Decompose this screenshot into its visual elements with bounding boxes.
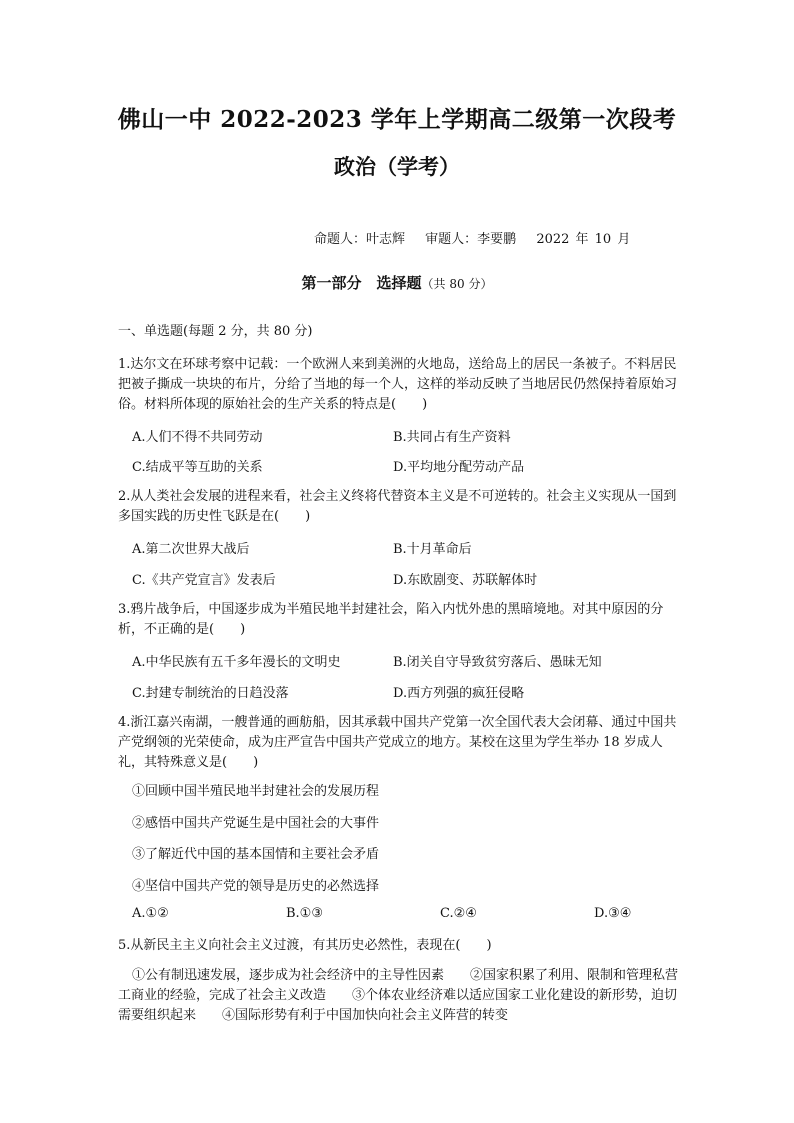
q2-option-b: B.十月革命后 [393, 542, 472, 557]
q4-option-b: B.①③ [286, 906, 323, 921]
exam-subtitle: 政治（学考） [334, 154, 460, 179]
q2-option-c: C.《共产党宣言》发表后 [132, 573, 276, 588]
q3-option-b: B.闭关自守导致贫穷落后、愚昧无知 [393, 655, 602, 670]
author: 命题人：叶志辉 [314, 232, 406, 247]
part-note: （共 80 分） [421, 277, 493, 291]
q2-option-d: D.东欧剧变、苏联解体时 [393, 573, 538, 588]
part-label: 第一部分 选择题 [301, 274, 422, 292]
part-heading [0, 272, 794, 293]
q2-option-a: A.第二次世界大战后 [132, 542, 250, 557]
q3-option-d: D.西方列强的疯狂侵略 [393, 686, 525, 701]
q4-item-3: ③了解近代中国的基本国情和主要社会矛盾 [132, 847, 380, 862]
reviewer: 审题人：李要鹏 [425, 232, 517, 247]
q4-option-c: C.②④ [440, 906, 477, 921]
question-1-stem: 1.达尔文在环球考察中记载：一个欧洲人来到美洲的火地岛，送给岛上的居民一条被子。不料居民把被子撕成一块块的布片，分给了当地的每一个人，这样的举动反映了当地居民仍然保持着原始习俗。材料所体现的原始社会的生产关系的特点是( ) [118, 357, 678, 412]
section-heading: 一、单选题(每题 2 分，共 80 分) [118, 324, 313, 339]
question-2-stem: 2.从人类社会发展的进程来看，社会主义终将代替资本主义是不可逆转的。社会主义实现从一国到多国实践的历史性飞跃是在( ) [118, 489, 677, 524]
q3-option-a: A.中华民族有五千多年漫长的文明史 [132, 655, 341, 670]
exam-date: 2022 年 10 月 [536, 232, 631, 247]
question-3-stem: 3.鸦片战争后，中国逐步成为半殖民地半封建社会，陷入内忧外患的黑暗境地。对其中原因的分析，不正确的是( ) [118, 602, 664, 637]
q3-option-c: C.封建专制统治的日趋没落 [132, 686, 289, 701]
q4-item-2: ②感悟中国共产党诞生是中国社会的大事件 [132, 816, 380, 831]
q4-option-a: A.①② [132, 906, 169, 921]
exam-credits [314, 228, 644, 247]
exam-title: 佛山一中 2022-2023 学年上学期高二级第一次段考 [117, 106, 677, 133]
q1-option-d: D.平均地分配劳动产品 [393, 460, 525, 475]
question-5-stem: 5.从新民主主义向社会主义过渡，有其历史必然性，表现在( ) [118, 938, 492, 953]
question-4-stem: 4.浙江嘉兴南湖，一艘普通的画舫船，因其承载中国共产党第一次全国代表大会闭幕、通过中国共产党纲领的光荣使命，成为庄严宣告中国共产党成立的地方。某校在这里为学生举办 18 岁成人礼，其特殊意义是( ) [118, 715, 677, 770]
q5-items: ①公有制迅速发展，逐步成为社会经济中的主导性因素 ②国家积累了利用、限制和管理私营工商业的经验，完成了社会主义改造 ③个体农业经济难以适应国家工业化建设的新形势，迫切需要组织起来 ④国际形势有利于中国加快向社会主义阵营的转变 [118, 968, 679, 1023]
q4-option-d: D.③④ [594, 906, 632, 921]
q1-option-c: C.结成平等互助的关系 [132, 460, 263, 475]
q1-option-b: B.共同占有生产资料 [393, 430, 511, 445]
q4-item-1: ①回顾中国半殖民地半封建社会的发展历程 [132, 784, 380, 799]
q4-item-4: ④坚信中国共产党的领导是历史的必然选择 [132, 879, 380, 894]
q1-option-a: A.人们不得不共同劳动 [132, 430, 263, 445]
